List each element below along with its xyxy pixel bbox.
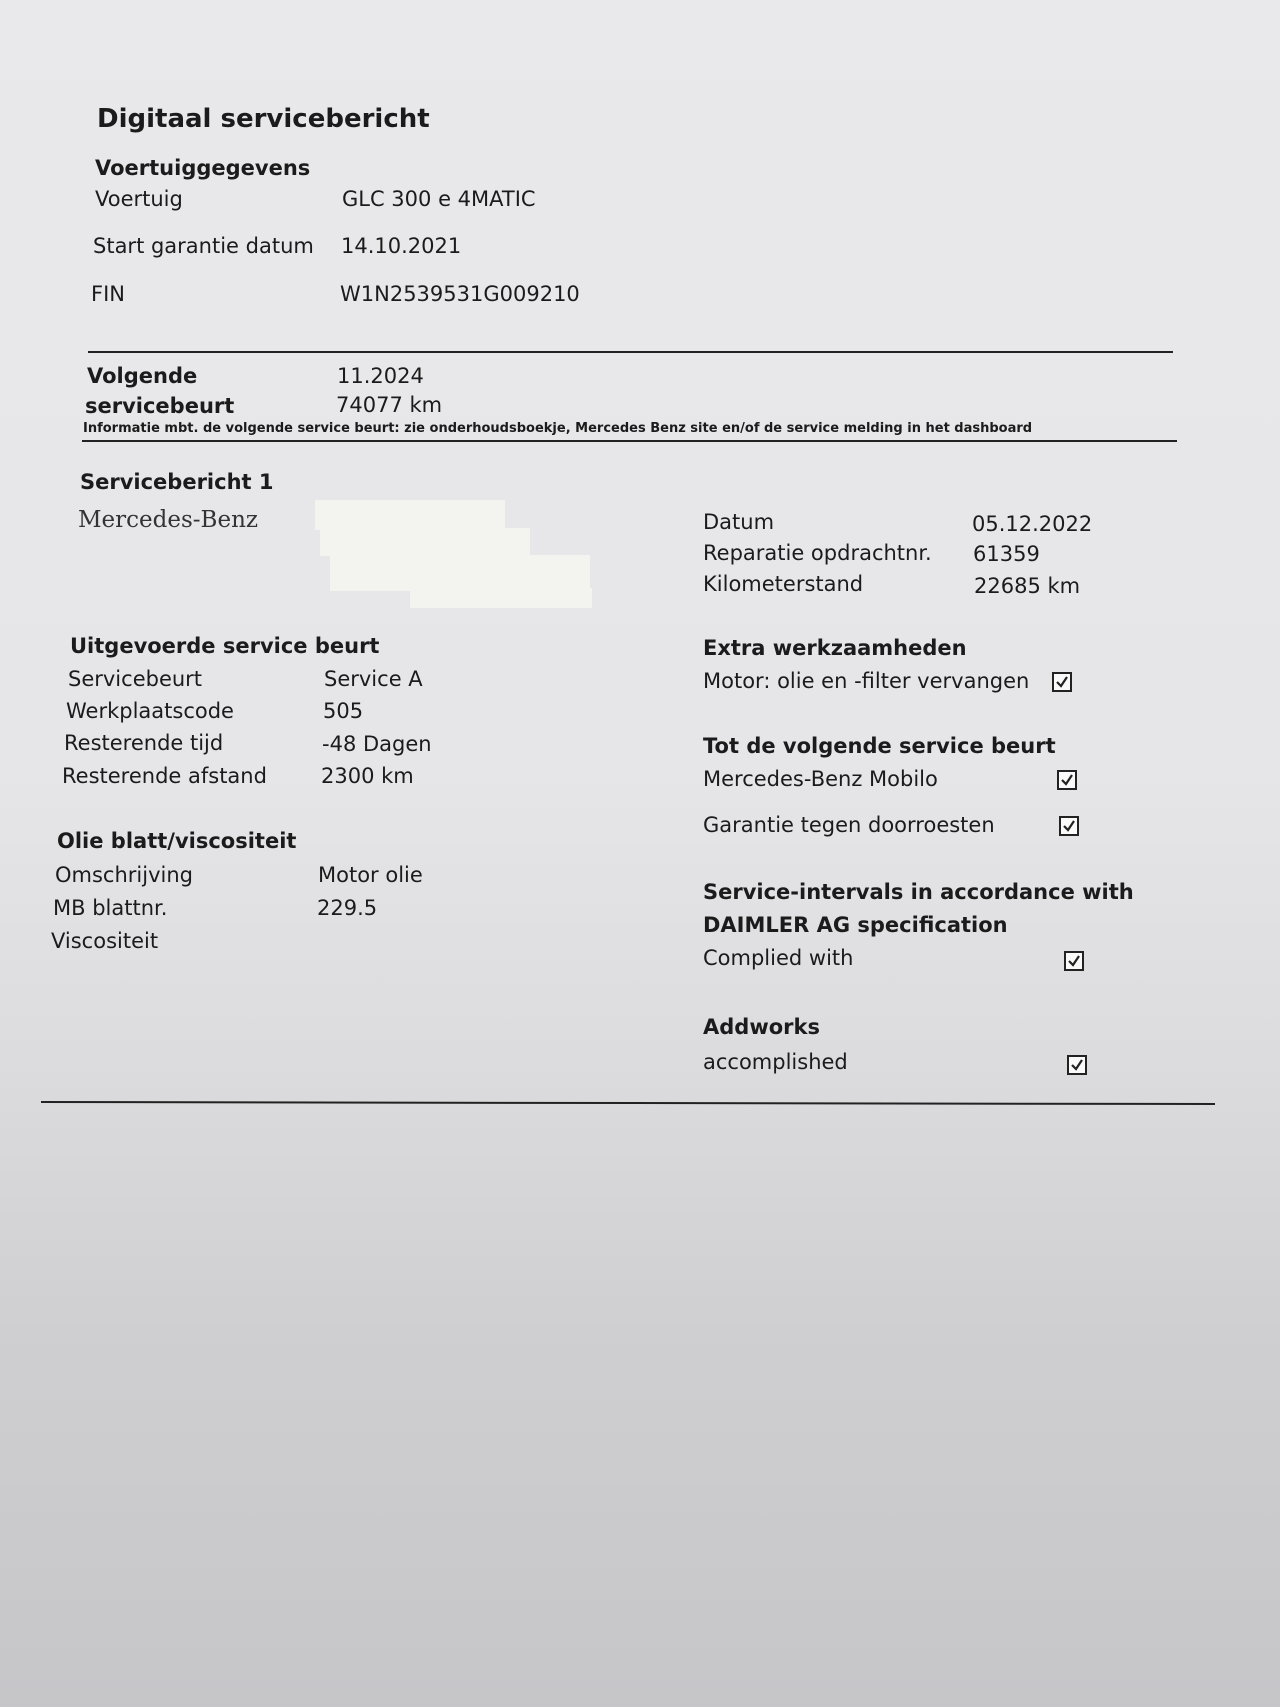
checkmark-icon	[1060, 773, 1074, 787]
mobilo-label: Mercedes-Benz Mobilo	[703, 767, 938, 791]
order-number-label: Reparatie opdrachtnr.	[703, 541, 932, 565]
remaining-time-label: Resterende tijd	[64, 731, 224, 755]
redaction-mark	[320, 528, 530, 556]
accomplished-checkbox[interactable]	[1067, 1055, 1087, 1075]
redaction-mark	[315, 500, 505, 530]
date-label: Datum	[703, 510, 775, 534]
complied-with-label: Complied with	[703, 946, 854, 970]
checkmark-icon	[1055, 675, 1069, 689]
redaction-mark	[330, 555, 590, 591]
checkmark-icon	[1070, 1058, 1084, 1072]
intervals-heading-1: Service-intervals in accordance with	[703, 880, 1134, 904]
oil-spec-label: MB blattnr.	[53, 896, 168, 920]
divider-top	[88, 351, 1173, 353]
remaining-time-value: -48 Dagen	[322, 732, 432, 756]
next-service-info: Informatie mbt. de volgende service beurt: zie onderhoudsboekje, Mercedes Benz site en/of de service melding in het dashboard	[83, 421, 1033, 436]
document-title: Digitaal servicebericht	[97, 104, 430, 134]
order-number-value: 61359	[973, 542, 1040, 566]
oil-heading: Olie blatt/viscositeit	[57, 829, 297, 853]
service-type-value: Service A	[324, 667, 423, 691]
vehicle-value: GLC 300 e 4MATIC	[342, 187, 536, 211]
date-value: 05.12.2022	[972, 512, 1093, 536]
rust-warranty-label: Garantie tegen doorroesten	[703, 813, 995, 837]
warranty-start-label: Start garantie datum	[93, 234, 314, 258]
intervals-heading-2: DAIMLER AG specification	[703, 913, 1008, 937]
accomplished-label: accomplished	[703, 1050, 848, 1074]
next-service-distance: 74077 km	[336, 393, 443, 417]
extra-work-checkbox[interactable]	[1052, 672, 1072, 692]
warranty-start-value: 14.10.2021	[341, 234, 462, 258]
performed-heading: Uitgevoerde service beurt	[70, 634, 380, 658]
until-next-heading: Tot de volgende service beurt	[703, 734, 1056, 758]
workshop-code-value: 505	[323, 699, 364, 723]
service-report-heading: Servicebericht 1	[80, 470, 274, 494]
fin-value: W1N2539531G009210	[340, 282, 580, 306]
mobilo-checkbox[interactable]	[1057, 770, 1077, 790]
oil-description-label: Omschrijving	[55, 863, 193, 887]
divider-bottom	[41, 1101, 1215, 1105]
odometer-value: 22685 km	[974, 574, 1081, 598]
workshop-code-label: Werkplaatscode	[66, 699, 234, 723]
extra-work-item: Motor: olie en -filter vervangen	[703, 669, 1030, 693]
checkmark-icon	[1067, 954, 1081, 968]
odometer-label: Kilometerstand	[703, 572, 864, 596]
vehicle-label: Voertuig	[95, 187, 183, 211]
rust-warranty-checkbox[interactable]	[1059, 816, 1079, 836]
remaining-distance-value: 2300 km	[321, 764, 414, 788]
next-service-date: 11.2024	[337, 364, 424, 388]
divider-next-service	[82, 440, 1177, 442]
next-service-label-2: servicebeurt	[85, 394, 235, 418]
checkmark-icon	[1062, 819, 1076, 833]
addworks-heading: Addworks	[703, 1015, 820, 1039]
complied-with-checkbox[interactable]	[1064, 951, 1084, 971]
next-service-label-1: Volgende	[87, 364, 198, 388]
redaction-mark	[410, 588, 592, 608]
oil-spec-value: 229.5	[317, 896, 378, 920]
fin-label: FIN	[91, 282, 125, 306]
dealer-name: Mercedes-Benz	[78, 507, 259, 533]
viscosity-label: Viscositeit	[51, 929, 159, 953]
remaining-distance-label: Resterende afstand	[62, 764, 267, 788]
oil-description-value: Motor olie	[318, 863, 423, 887]
vehicle-heading: Voertuiggegevens	[95, 156, 311, 180]
service-type-label: Servicebeurt	[68, 667, 203, 691]
extra-work-heading: Extra werkzaamheden	[703, 636, 967, 660]
